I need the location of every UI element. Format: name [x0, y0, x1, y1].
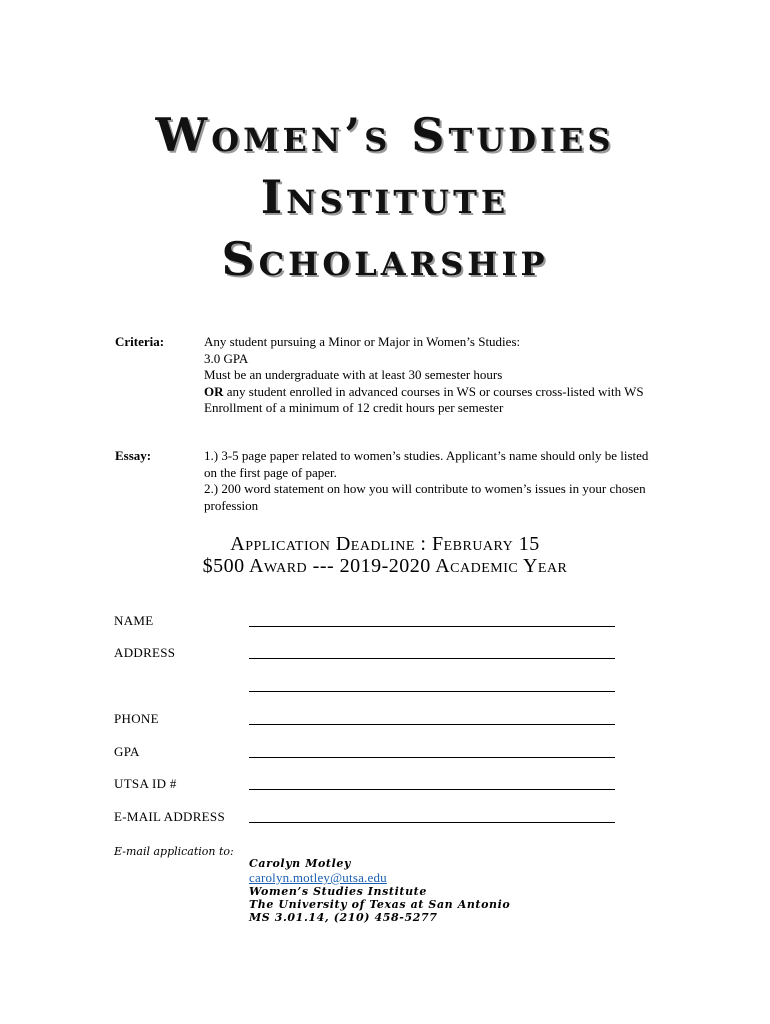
contact-email-link[interactable]: carolyn.motley@utsa.edu	[249, 870, 387, 885]
or-word: OR	[204, 383, 224, 399]
criteria-label: Criteria:	[115, 334, 165, 349]
essay-label: Essay:	[115, 448, 152, 463]
contact-department: Women’s Studies Institute	[249, 885, 427, 898]
utsa-id-label: UTSA ID #	[114, 776, 177, 791]
deadline-line-1: Application Deadline : February 15	[230, 533, 540, 555]
essay-text	[204, 448, 659, 514]
criteria-line: 3.0 GPA	[204, 350, 249, 366]
criteria-line: Enrollment of a minimum of 12 credit hours per semester	[204, 400, 504, 415]
deadline-line-2: $500 Award --- 2019-2020 Academic Year	[202, 555, 568, 577]
utsa-id-field[interactable]	[249, 789, 615, 790]
title-line-2: Institute	[260, 170, 510, 224]
essay-line: 2.) 200 word statement on how you will contribute to women’s issues in your chosen profession	[204, 481, 646, 513]
address-field-line-2[interactable]	[249, 691, 615, 692]
email-label: E-MAIL ADDRESS	[114, 809, 225, 824]
name-label: NAME	[114, 613, 154, 628]
contact-name: Carolyn Motley	[249, 857, 351, 870]
email-application-intro: E-mail application to:	[114, 845, 234, 858]
criteria-line	[204, 384, 659, 401]
essay-line: 1.) 3-5 page paper related to women’s studies. Applicant’s name should only be listed on the first page of paper.	[204, 448, 649, 480]
gpa-label: GPA	[114, 744, 140, 759]
criteria-or-text: any student enrolled in advanced courses in WS or courses cross-listed with WS	[226, 383, 644, 399]
title-line-1: Women’s Studies	[155, 108, 615, 162]
name-field[interactable]	[249, 626, 615, 627]
criteria-text	[204, 334, 659, 417]
criteria-line: Any student pursuing a Minor or Major in Women’s Studies:	[204, 334, 521, 349]
email-field[interactable]	[249, 822, 615, 823]
phone-field[interactable]	[249, 724, 615, 725]
gpa-field[interactable]	[249, 757, 615, 758]
address-field-line-1[interactable]	[249, 658, 615, 659]
title-line-3: Scholarship	[221, 232, 549, 286]
contact-office: MS 3.01.14, (210) 458-5277	[249, 911, 438, 924]
criteria-line: Must be an undergraduate with at least 30 semester hours	[204, 367, 503, 382]
phone-label: PHONE	[114, 711, 159, 726]
contact-university: The University of Texas at San Antonio	[249, 898, 511, 911]
address-label: ADDRESS	[114, 645, 176, 660]
